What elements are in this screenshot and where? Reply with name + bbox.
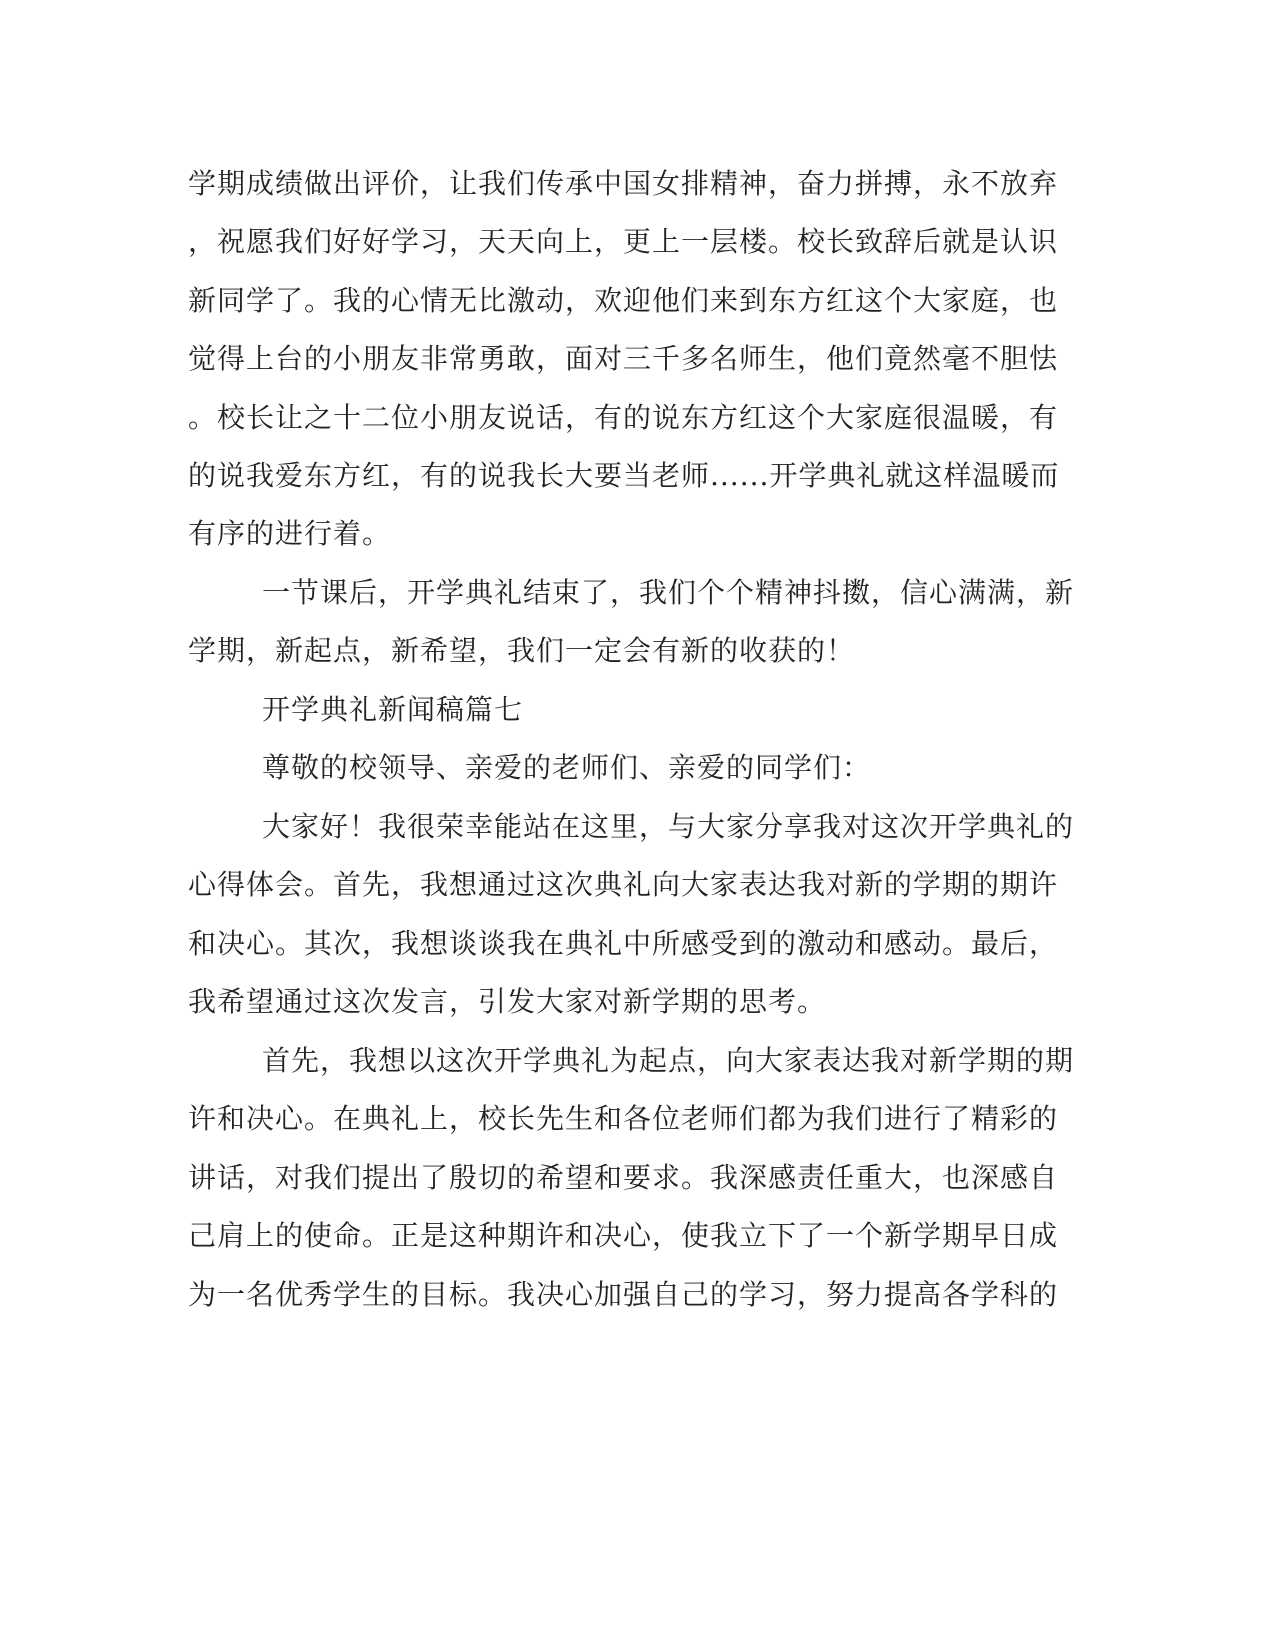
text-line: 学期，新起点，新希望，我们一定会有新的收获的！ bbox=[188, 634, 856, 667]
text-line: 和决心。其次，我想谈谈我在典礼中所感受到的激动和感动。最后， bbox=[188, 927, 1059, 960]
text-line: 我希望通过这次发言，引发大家对新学期的思考。 bbox=[188, 985, 827, 1018]
section-heading: 开学典礼新闻稿篇七 bbox=[262, 693, 524, 726]
text-line: 的说我爱东方红，有的说我长大要当老师......开学典礼就这样温暖而 bbox=[188, 459, 1060, 492]
text-line: 己肩上的使命。正是这种期许和决心，使我立下了一个新学期早日成 bbox=[188, 1219, 1059, 1252]
text-line: 学期成绩做出评价，让我们传承中国女排精神，奋力拼搏，永不放弃 bbox=[188, 167, 1059, 200]
text-line: 为一名优秀学生的目标。我决心加强自己的学习，努力提高各学科的 bbox=[188, 1278, 1059, 1311]
paragraph-first-line: 大家好！我很荣幸能站在这里，与大家分享我对这次开学典礼的 bbox=[262, 810, 1075, 843]
paragraph-first-line: 首先，我想以这次开学典礼为起点，向大家表达我对新学期的期 bbox=[262, 1044, 1075, 1077]
paragraph-first-line: 一节课后，开学典礼结束了，我们个个精神抖擞，信心满满，新 bbox=[262, 576, 1075, 609]
text-line: 心得体会。首先，我想通过这次典礼向大家表达我对新的学期的期许 bbox=[188, 868, 1059, 901]
text-line: ，祝愿我们好好学习，天天向上，更上一层楼。校长致辞后就是认识 bbox=[188, 225, 1059, 258]
text-line: 新同学了。我的心情无比激动，欢迎他们来到东方红这个大家庭，也 bbox=[188, 284, 1059, 317]
text-line: 有序的进行着。 bbox=[188, 517, 392, 550]
salutation: 尊敬的校领导、亲爱的老师们、亲爱的同学们： bbox=[262, 751, 872, 784]
text-line: 觉得上台的小朋友非常勇敢，面对三千多名师生，他们竟然毫不胆怯 bbox=[188, 342, 1059, 375]
text-line: 。校长让之十二位小朋友说话，有的说东方红这个大家庭很温暖，有 bbox=[188, 401, 1059, 434]
text-line: 许和决心。在典礼上，校长先生和各位老师们都为我们进行了精彩的 bbox=[188, 1102, 1059, 1135]
text-line: 讲话，对我们提出了殷切的希望和要求。我深感责任重大，也深感自 bbox=[188, 1161, 1059, 1194]
